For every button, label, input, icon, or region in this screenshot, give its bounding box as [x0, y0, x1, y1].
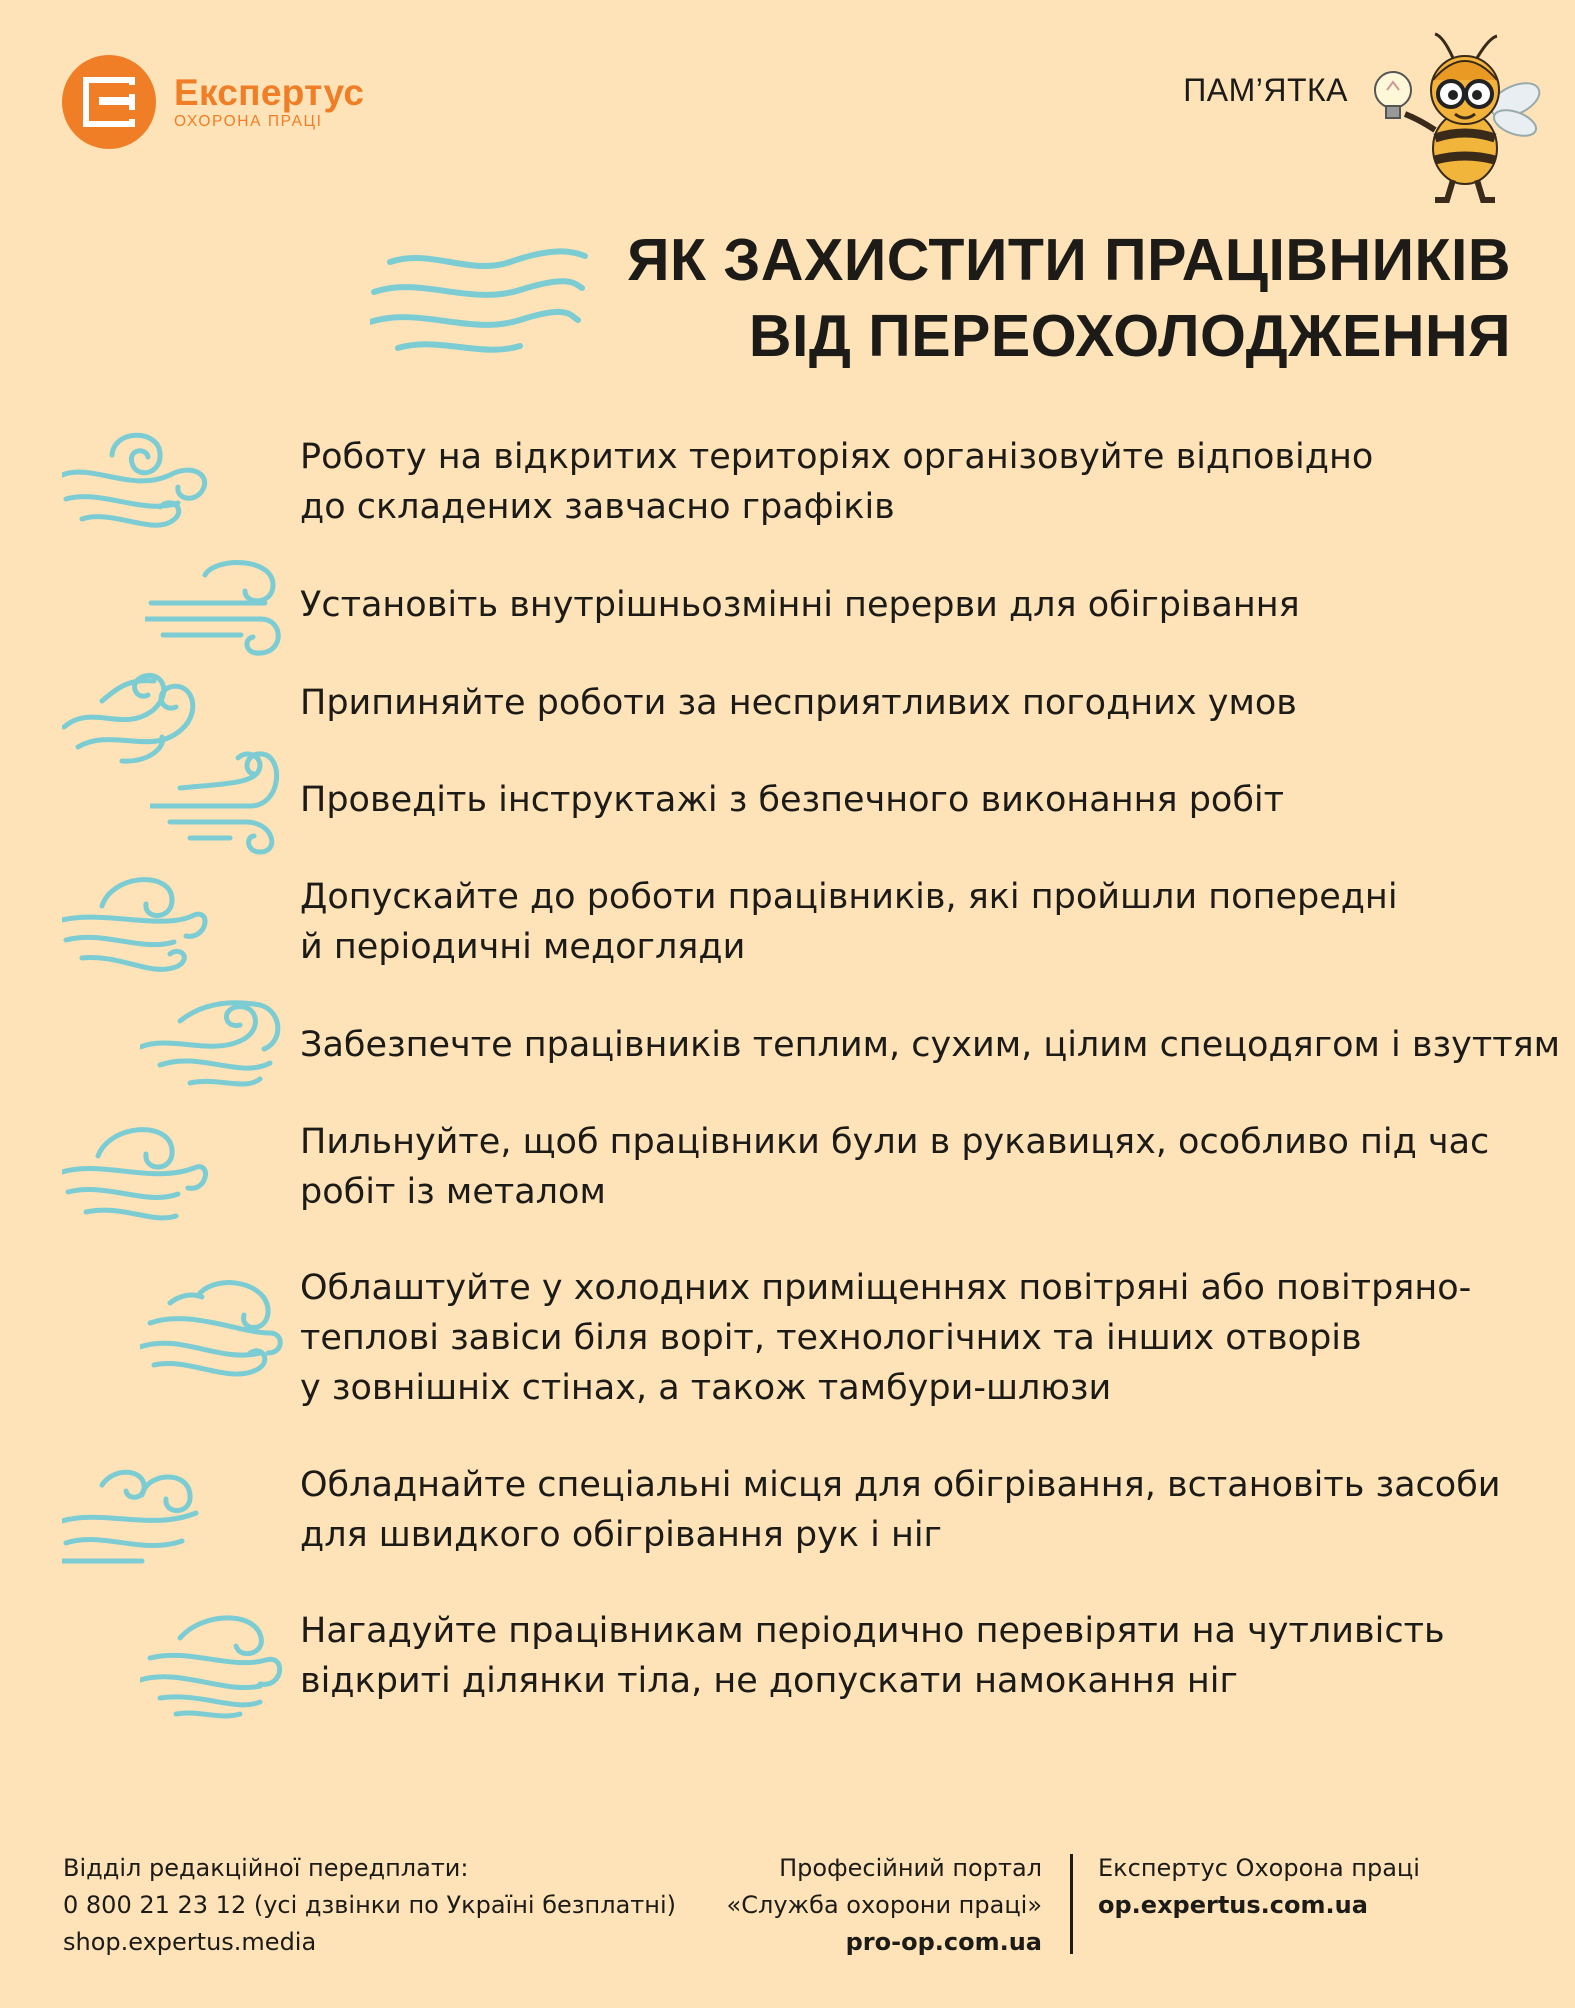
wind-swirl-icon: [62, 870, 212, 980]
wind-swirl-icon: [62, 1465, 207, 1570]
expertus-link[interactable]: op.expertus.com.ua: [1098, 1891, 1368, 1919]
list-item: Роботу на відкритих територіях організовуйте відповідно до складених завчасно графіків: [300, 437, 1374, 527]
wind-lines-icon: [370, 240, 590, 360]
footer-divider: [1070, 1854, 1073, 1954]
list-item: Припиняйте роботи за несприятливих погодних умов: [300, 683, 1297, 723]
portal-name: «Служба охорони праці»: [726, 1891, 1042, 1919]
subscription-label: Відділ редакційної передплати:: [63, 1854, 469, 1882]
subscription-phone[interactable]: 0 800 21 23 12 (усі дзвінки по Україні безплатні): [63, 1891, 676, 1919]
wind-swirl-icon: [62, 1118, 212, 1228]
wind-swirl-icon: [140, 995, 285, 1095]
page-title: [627, 222, 1511, 374]
list-item: Установіть внутрішньозмінні перерви для обігрівання: [300, 585, 1300, 625]
subscription-link[interactable]: shop.expertus.media: [63, 1928, 317, 1956]
wind-swirl-icon: [150, 748, 290, 858]
wind-swirl-icon: [140, 1608, 285, 1723]
list-item: Проведіть інструктажі з безпечного виконання робіт: [300, 780, 1285, 820]
brand-subtitle: ОХОРОНА ПРАЦІ: [174, 112, 323, 130]
footer-expertus: [1098, 1850, 1420, 1924]
wind-swirl-icon: [140, 1273, 285, 1393]
list-item: Нагадуйте працівникам періодично перевіряти на чутливість відкриті ділянки тіла, не допускати намокання ніг: [300, 1611, 1445, 1701]
expertus-label: Експертус Охорона праці: [1098, 1854, 1420, 1882]
portal-link[interactable]: pro-op.com.ua: [845, 1928, 1042, 1956]
list-item: Облаштуйте у холодних приміщеннях повітряні або повітряно- теплові завіси біля воріт, технологічних та інших отворів у зовнішніх стінах, а також тамбури-шлюзи: [300, 1268, 1472, 1408]
footer-portal: [727, 1850, 1042, 1961]
brand-logo[interactable]: [62, 55, 364, 149]
title-line-1: ЯК ЗАХИСТИТИ ПРАЦІВНИКІВ: [627, 227, 1511, 293]
wind-swirl-icon: [62, 423, 212, 543]
list-item: Пильнуйте, щоб працівники були в рукавицях, особливо під час робіт із металом: [300, 1122, 1490, 1212]
brand-name: Експертус: [174, 71, 365, 113]
title-line-2: ВІД ПЕРЕОХОЛОДЖЕННЯ: [748, 303, 1511, 369]
bee-with-lightbulb-icon: [1365, 28, 1545, 208]
list-item: Обладнайте спеціальні місця для обігрівання, встановіть засоби для швидкого обігрівання рук і ніг: [300, 1465, 1501, 1555]
portal-label: Професійний портал: [779, 1854, 1042, 1882]
footer-subscription: [63, 1850, 676, 1961]
list-item: Допускайте до роботи працівників, які пройшли попередні й періодичні медогляди: [300, 877, 1398, 967]
wind-swirl-icon: [145, 555, 285, 665]
memo-label: ПАМ’ЯТКА: [1183, 72, 1348, 108]
list-item: Забезпечте працівників теплим, сухим, цілим спецодягом і взуттям: [300, 1025, 1561, 1065]
brand-logo-icon: [62, 55, 156, 149]
